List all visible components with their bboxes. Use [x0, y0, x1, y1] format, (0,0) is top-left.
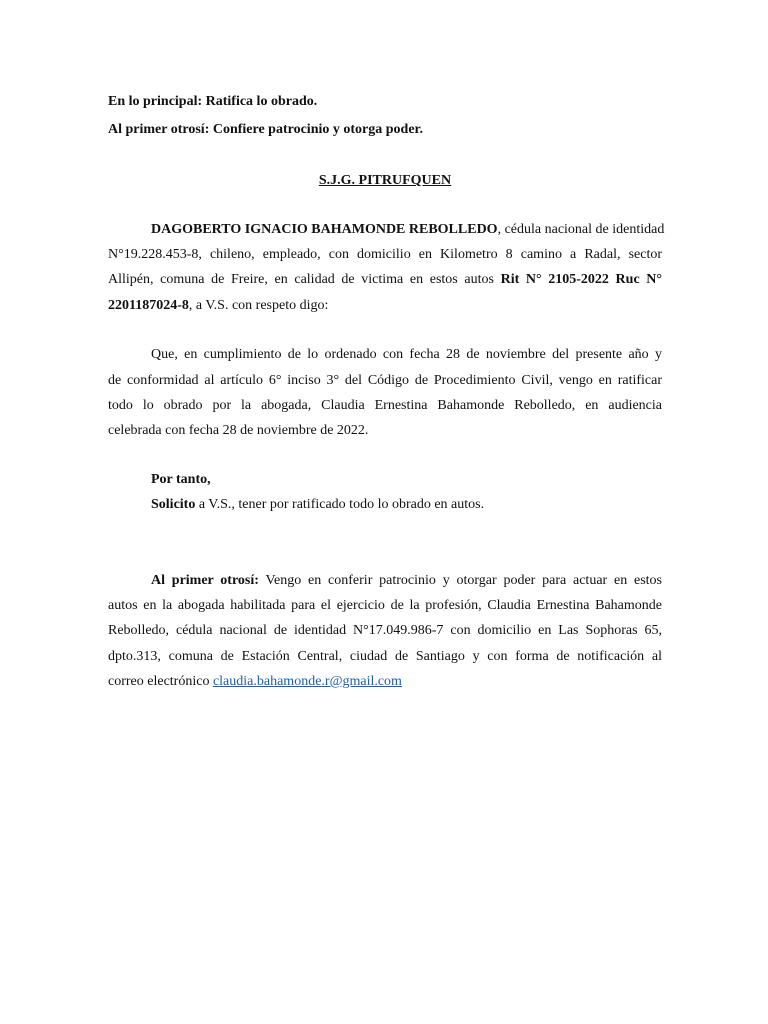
para3-line5-text: correo electrónico	[108, 674, 213, 689]
para1-line3	[108, 271, 662, 289]
court-title	[108, 172, 662, 190]
para3-line3: Rebolledo, cédula nacional de identidad N°17.049.986-7 con domicilio en Las Sophoras 65,	[108, 623, 662, 638]
court-name: S.J.G. PITRUFQUEN	[318, 173, 452, 188]
heading-otrosi: Al primer otrosí: Confiere patrocinio y otorga poder.	[108, 122, 423, 137]
para3-line5	[108, 673, 662, 691]
por-tanto: Por tanto,	[151, 472, 211, 487]
petitioner-name: DAGOBERTO IGNACIO BAHAMONDE REBOLLEDO	[151, 222, 498, 237]
solicito-word: Solicito	[151, 497, 196, 512]
rit-ruc: Rit N° 2105-2022 Ruc N°	[500, 272, 663, 287]
para2-line2: de conformidad al artículo 6° inciso 3° del Código de Procedimiento Civil, vengo en ratificar	[108, 373, 662, 388]
ruc-number: 2201187024-8	[108, 298, 189, 313]
para2-line3: todo lo obrado por la abogada, Claudia Ernestina Bahamonde Rebolledo, en audiencia	[108, 398, 662, 413]
heading-principal: En lo principal: Ratifica lo obrado.	[108, 94, 318, 109]
para3-line2: autos en la abogada habilitada para el ejercicio de la profesión, Claudia Ernestina Bahamonde	[108, 598, 662, 613]
otrosi-label: Al primer otrosí:	[151, 573, 259, 588]
para1-line2: N°19.228.453-8, chileno, empleado, con domicilio en Kilometro 8 camino a Radal, sector	[108, 247, 662, 262]
solicito-text: a V.S., tener por ratificado todo lo obrado en autos.	[195, 497, 485, 512]
para2-line1: Que, en cumplimiento de lo ordenado con fecha 28 de noviembre del presente año y	[151, 347, 662, 362]
para1-line1-text: , cédula nacional de identidad	[497, 222, 665, 237]
para1-line4	[108, 297, 662, 315]
para3-line4: dpto.313, comuna de Estación Central, ciudad de Santiago y con forma de notificación al	[108, 649, 662, 664]
para1-line1	[151, 221, 665, 239]
solicito-line	[151, 496, 662, 514]
para1-line4-text: , a V.S. con respeto digo:	[188, 298, 329, 313]
para2-line4: celebrada con fecha 28 de noviembre de 2022.	[108, 423, 369, 438]
para3-line1-text: Vengo en conferir patrocinio y otorgar poder para actuar en estos	[258, 573, 662, 588]
email-link[interactable]: claudia.bahamonde.r@gmail.com	[212, 674, 402, 689]
para1-line3-text: Allipén, comuna de Freire, en calidad de victima en estos autos	[108, 272, 494, 287]
para3-line1	[151, 572, 662, 590]
